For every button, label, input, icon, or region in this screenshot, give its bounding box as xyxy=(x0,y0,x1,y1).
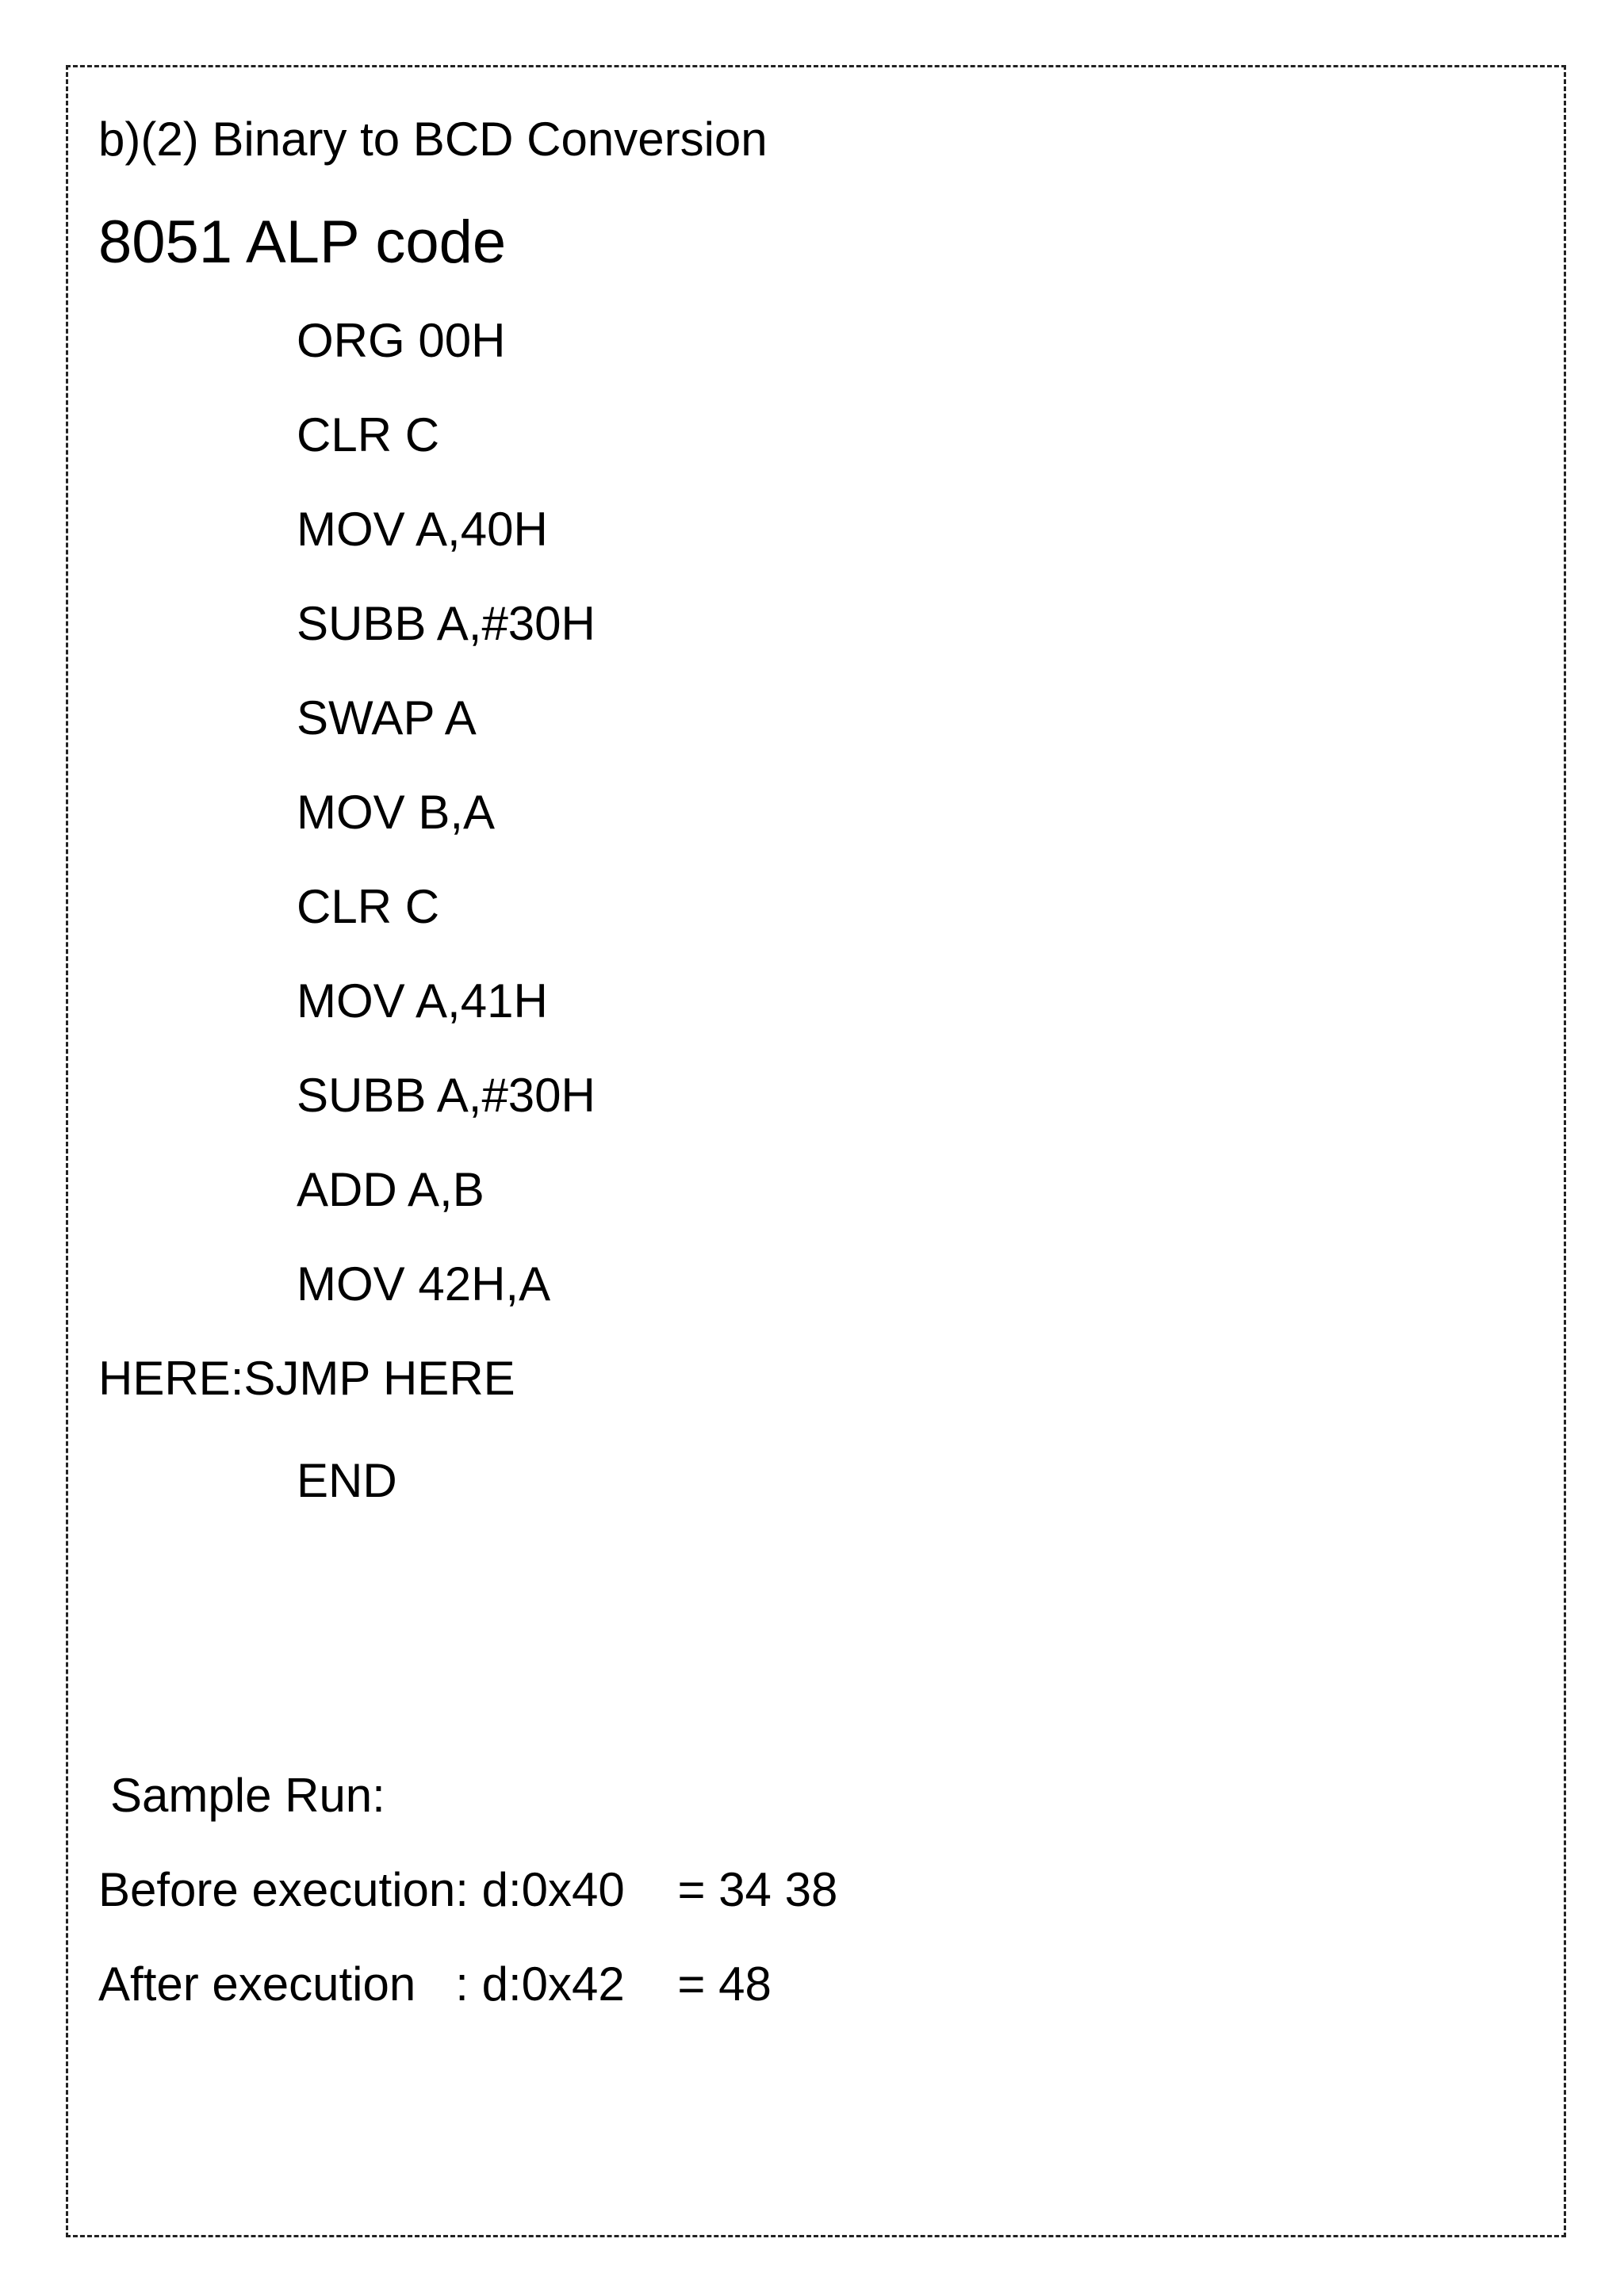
code-heading: 8051 ALP code xyxy=(98,209,507,276)
code-line: SUBB A,#30H xyxy=(297,597,596,650)
code-line: MOV A,40H xyxy=(297,503,548,556)
code-line-label: HERE:SJMP HERE xyxy=(98,1352,515,1405)
code-line: ORG 00H xyxy=(297,314,506,367)
code-line: CLR C xyxy=(297,408,440,461)
code-line: MOV A,41H xyxy=(297,974,548,1027)
code-line: SWAP A xyxy=(297,691,477,744)
code-line: CLR C xyxy=(297,880,440,933)
code-line: MOV 42H,A xyxy=(297,1257,551,1311)
sample-run-label: Sample Run: xyxy=(110,1769,385,1822)
code-line: SUBB A,#30H xyxy=(297,1069,596,1122)
before-execution-line: Before execution: d:0x40 = 34 38 xyxy=(98,1863,838,1916)
section-subtitle: b)(2) Binary to BCD Conversion xyxy=(98,113,768,166)
code-line: MOV B,A xyxy=(297,786,496,839)
code-line: ADD A,B xyxy=(297,1163,485,1216)
after-execution-line: After execution : d:0x42 = 48 xyxy=(98,1957,772,2011)
code-line: END xyxy=(297,1454,397,1507)
